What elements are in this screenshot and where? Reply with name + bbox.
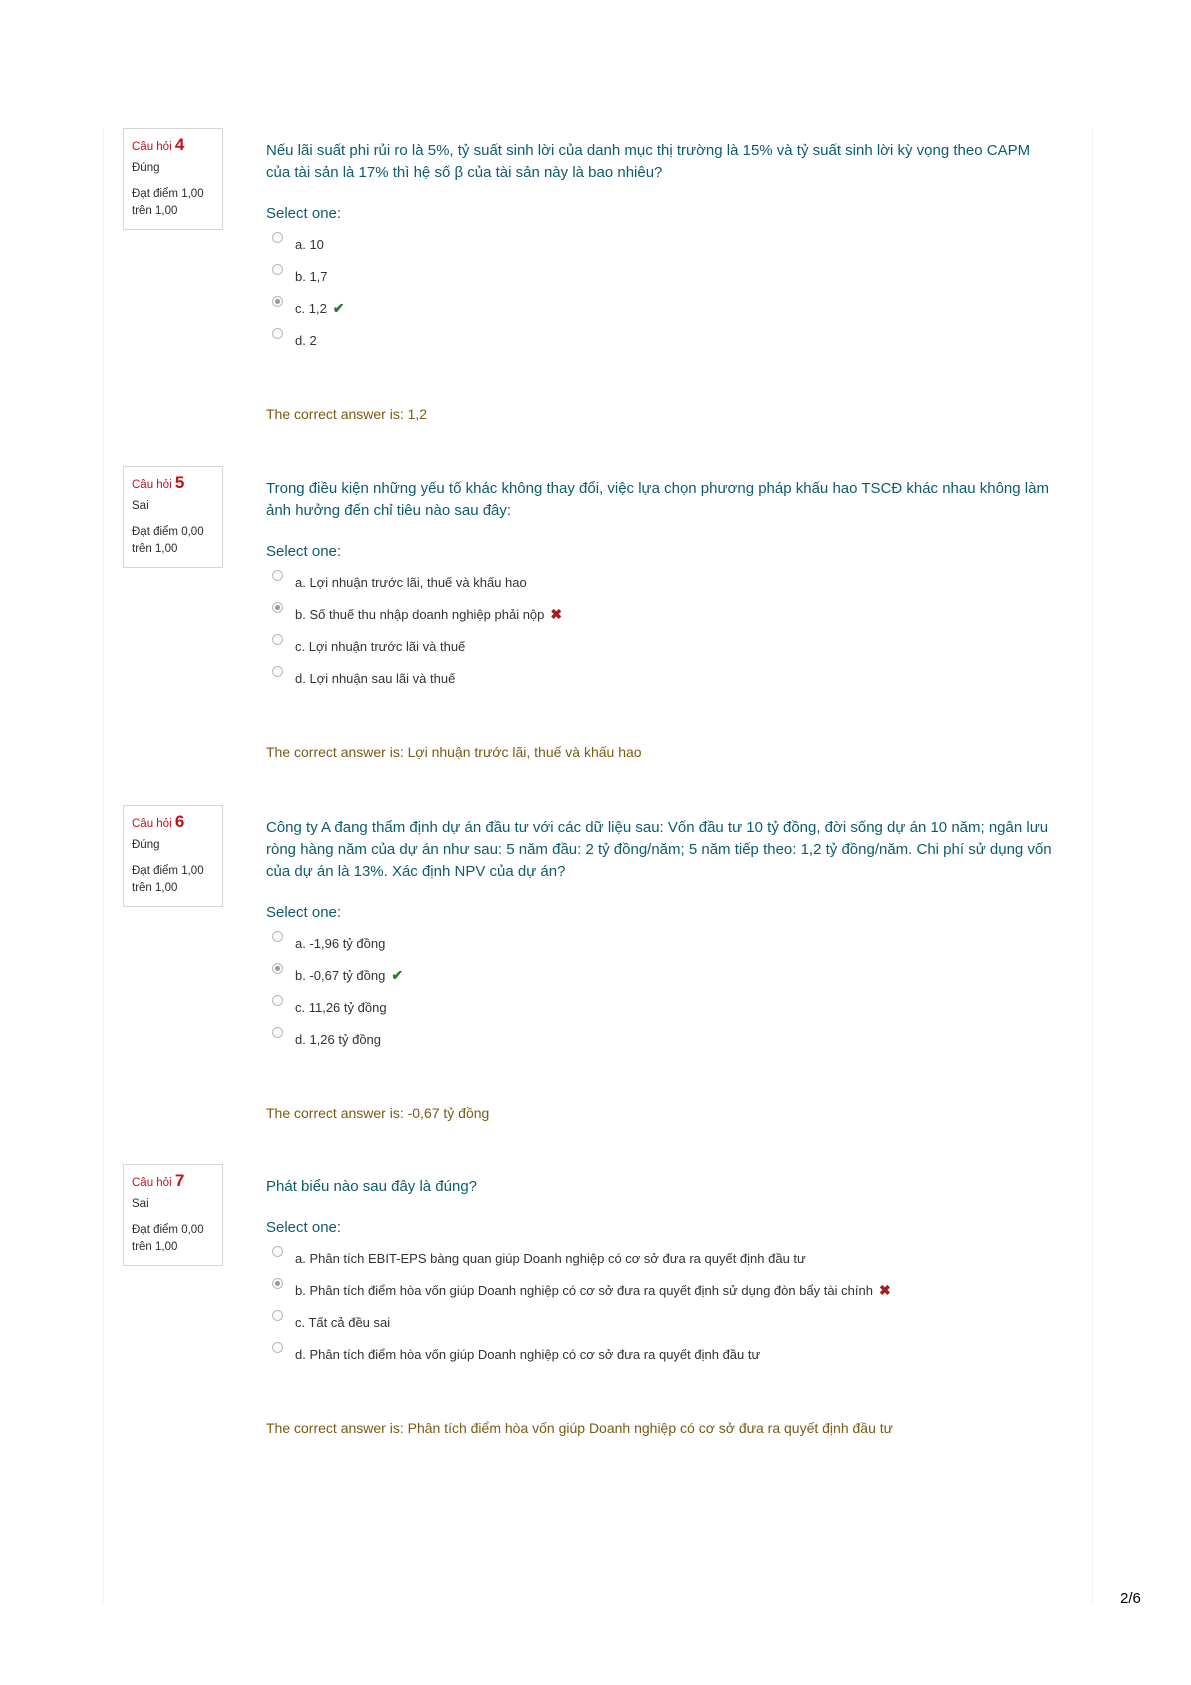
answer-text: d. 1,26 tỷ đồng — [295, 1031, 382, 1047]
answer-text: c. 1,2 — [295, 300, 327, 316]
answer-option[interactable] — [266, 927, 1056, 959]
answer-text: b. -0,67 tỷ đồng — [295, 967, 386, 983]
answer-option[interactable] — [266, 662, 1056, 694]
radio-button[interactable] — [272, 995, 283, 1006]
question-grade: Đạt điểm 0,00 trên 1,00 — [132, 1224, 204, 1253]
answer-list — [266, 1242, 1056, 1370]
question-label: Câu hỏi — [132, 818, 172, 830]
answer-option[interactable] — [266, 991, 1056, 1023]
question-text: Trong điều kiện những yếu tố khác không thay đổi, việc lựa chọn phương pháp khấu hao TSCĐ khác nhau không làm ảnh hưởng đến chỉ tiêu nào sau đây: — [266, 480, 1049, 519]
radio-button[interactable] — [272, 1027, 283, 1038]
answer-text: d. 2 — [295, 332, 317, 348]
answer-option[interactable] — [266, 630, 1056, 662]
answer-option[interactable] — [266, 598, 1056, 630]
answer-option[interactable] — [266, 324, 1056, 356]
question-info-box — [123, 466, 223, 568]
question-number: 4 — [174, 135, 185, 154]
radio-button[interactable] — [272, 1246, 283, 1257]
radio-button[interactable] — [272, 931, 283, 942]
question-grade: Đạt điểm 1,00 trên 1,00 — [132, 865, 204, 894]
answer-option[interactable] — [266, 228, 1056, 260]
question-text: Công ty A đang thẩm định dự án đầu tư với các dữ liệu sau: Vốn đầu tư 10 tỷ đồng, đời sống dự án 10 năm; ngân lưu ròng hàng năm của dự án như sau: 5 năm đầu: 2 tỷ đồng/năm; 5 năm tiếp theo: 1,2 tỷ đồng/năm. Chi phí sử dụng vốn của dự án là 13%. Xác định NPV của dự án? — [266, 819, 1052, 880]
question-grade: Đạt điểm 1,00 trên 1,00 — [132, 188, 204, 217]
correct-check-icon: ✔ — [391, 966, 404, 983]
answer-text: a. 10 — [295, 236, 324, 252]
answer-list — [266, 566, 1056, 694]
radio-button[interactable] — [272, 602, 283, 613]
correct-answer-feedback: The correct answer is: 1,2 — [266, 406, 428, 422]
correct-answer-feedback: The correct answer is: -0,67 tỷ đồng — [266, 1105, 490, 1121]
radio-button[interactable] — [272, 1342, 283, 1353]
question-grade: Đạt điểm 0,00 trên 1,00 — [132, 526, 204, 555]
answer-text: b. 1,7 — [295, 268, 328, 284]
question-info-box — [123, 1164, 223, 1266]
radio-button[interactable] — [272, 666, 283, 677]
question-state: Đúng — [132, 839, 160, 851]
radio-button[interactable] — [272, 1278, 283, 1289]
correct-answer-feedback: The correct answer is: Lợi nhuận trước lãi, thuế và khấu hao — [266, 744, 642, 760]
answer-list — [266, 228, 1056, 356]
question-content — [266, 1176, 1056, 1436]
question-state: Đúng — [132, 162, 160, 174]
correct-answer-feedback: The correct answer is: Phân tích điểm hòa vốn giúp Doanh nghiệp có cơ sở đưa ra quyết định đầu tư — [266, 1420, 894, 1436]
select-one-prompt: Select one: — [266, 904, 342, 921]
question-state: Sai — [132, 1198, 149, 1210]
question-label: Câu hỏi — [132, 141, 172, 153]
question-number: 7 — [174, 1171, 185, 1190]
question-text: Nếu lãi suất phi rủi ro là 5%, tỷ suất sinh lời của danh mục thị trường là 15% và tỷ suất sinh lời kỳ vọng theo CAPM của tài sản là 17% thì hệ số β của tài sản này là bao nhiêu? — [266, 142, 1031, 181]
question-info-box — [123, 805, 223, 907]
select-one-prompt: Select one: — [266, 205, 342, 222]
answer-list — [266, 927, 1056, 1055]
question-text: Phát biểu nào sau đây là đúng? — [266, 1178, 478, 1195]
answer-text: a. Phân tích EBIT-EPS bàng quan giúp Doanh nghiệp có cơ sở đưa ra quyết định đầu tư — [295, 1250, 806, 1266]
radio-button[interactable] — [272, 264, 283, 275]
question-content — [266, 140, 1056, 422]
page-number: 2/6 — [1120, 1590, 1141, 1607]
question-label: Câu hỏi — [132, 479, 172, 491]
answer-text: c. 11,26 tỷ đồng — [295, 999, 387, 1015]
question-number: 5 — [174, 473, 185, 492]
question-number: 6 — [174, 812, 185, 831]
answer-option[interactable] — [266, 959, 1056, 991]
radio-button[interactable] — [272, 570, 283, 581]
answer-option[interactable] — [266, 566, 1056, 598]
question-state: Sai — [132, 500, 149, 512]
incorrect-cross-icon: ✖ — [878, 1281, 891, 1298]
question-content — [266, 817, 1056, 1121]
answer-option[interactable] — [266, 1274, 1056, 1306]
select-one-prompt: Select one: — [266, 543, 342, 560]
answer-text: b. Số thuế thu nhập doanh nghiệp phải nộp — [295, 606, 545, 622]
answer-option[interactable] — [266, 260, 1056, 292]
question-content — [266, 478, 1056, 760]
answer-option[interactable] — [266, 292, 1056, 324]
answer-option[interactable] — [266, 1338, 1056, 1370]
answer-text: c. Lợi nhuận trước lãi và thuế — [295, 638, 466, 654]
answer-option[interactable] — [266, 1023, 1056, 1055]
question-label: Câu hỏi — [132, 1177, 172, 1189]
radio-button[interactable] — [272, 232, 283, 243]
answer-text: d. Phân tích điểm hòa vốn giúp Doanh nghiệp có cơ sở đưa ra quyết định đầu tư — [295, 1346, 761, 1362]
radio-button[interactable] — [272, 1310, 283, 1321]
correct-check-icon: ✔ — [332, 299, 345, 316]
answer-text: a. -1,96 tỷ đồng — [295, 935, 386, 951]
answer-text: b. Phân tích điểm hòa vốn giúp Doanh nghiệp có cơ sở đưa ra quyết định sử dụng đòn bẩy tài chính — [295, 1282, 873, 1298]
radio-button[interactable] — [272, 296, 283, 307]
answer-option[interactable] — [266, 1306, 1056, 1338]
radio-button[interactable] — [272, 328, 283, 339]
answer-text: d. Lợi nhuận sau lãi và thuế — [295, 670, 456, 686]
incorrect-cross-icon: ✖ — [550, 605, 563, 622]
select-one-prompt: Select one: — [266, 1219, 342, 1236]
radio-button[interactable] — [272, 963, 283, 974]
answer-option[interactable] — [266, 1242, 1056, 1274]
answer-text: a. Lợi nhuận trước lãi, thuế và khấu hao — [295, 574, 527, 590]
radio-button[interactable] — [272, 634, 283, 645]
question-info-box — [123, 128, 223, 230]
answer-text: c. Tất cả đều sai — [295, 1314, 391, 1330]
